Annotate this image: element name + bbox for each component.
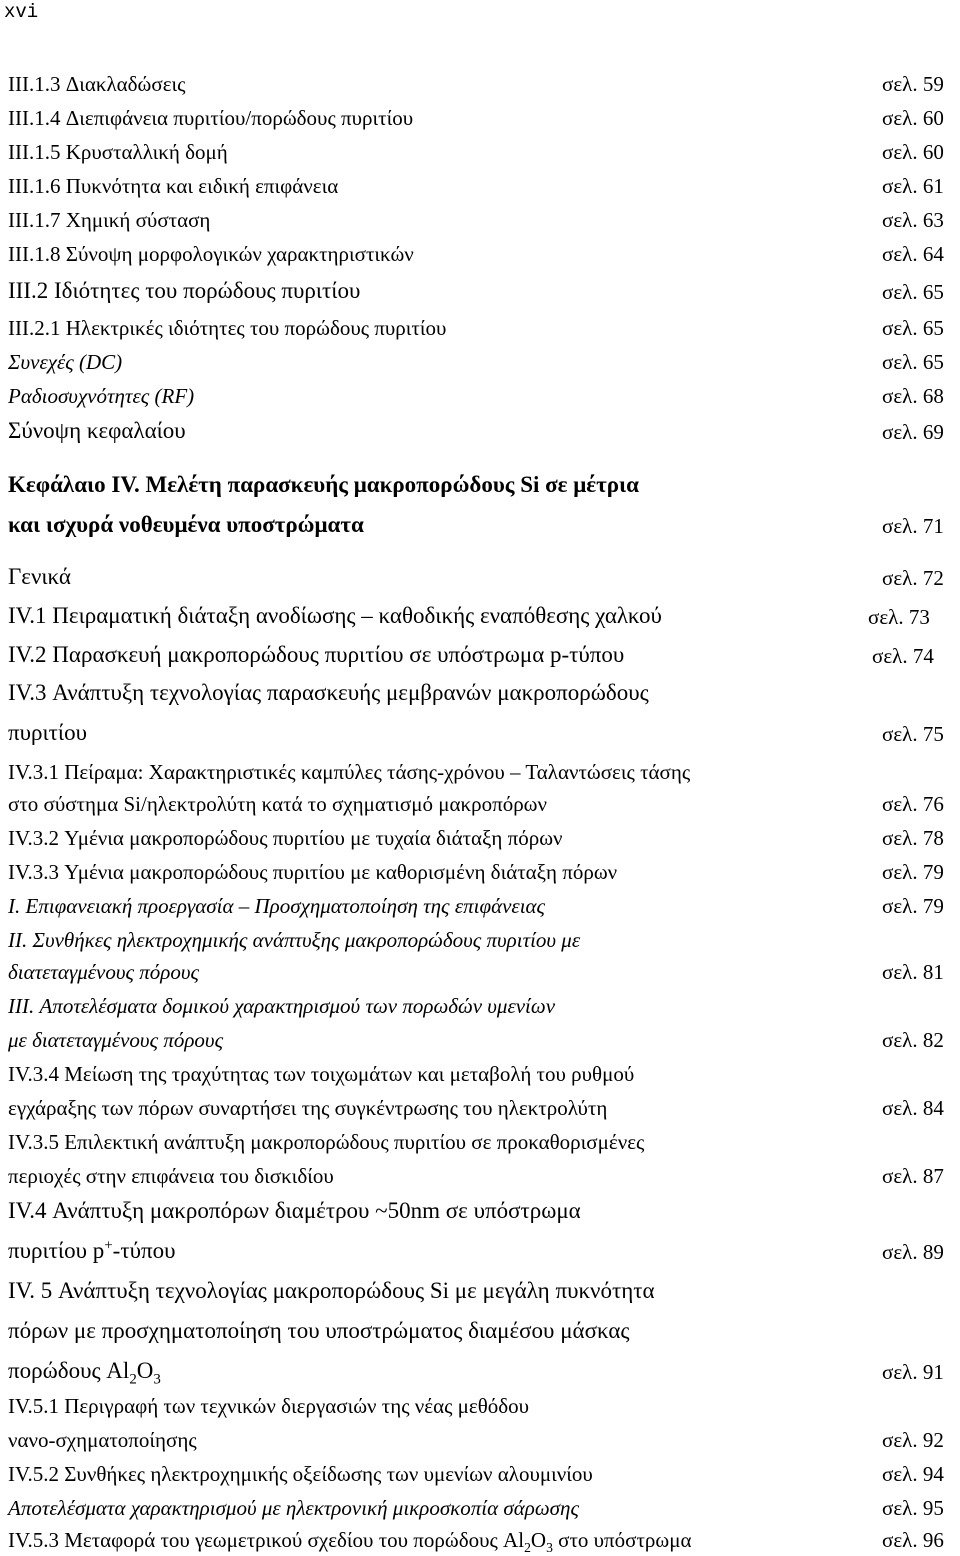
chapter-heading-line: και ισχυρά νοθευμένα υποστρώματα bbox=[8, 512, 364, 537]
toc-entry-page: σελ. 87 bbox=[882, 1164, 944, 1188]
toc-entry-title: IV.3.1 Πείραμα: Χαρακτηριστικές καμπύλες τάσης-χρόνου – Ταλαντώσεις τάσης bbox=[8, 760, 691, 784]
toc-entry-page: σελ. 60 bbox=[882, 106, 944, 130]
toc-entry-title: III.1.6 Πυκνότητα και ειδική επιφάνεια bbox=[8, 174, 339, 198]
toc-entry-title: πυριτίου bbox=[8, 720, 87, 745]
toc-entry-page: σελ. 81 bbox=[882, 960, 944, 984]
toc-entry-page: σελ. 72 bbox=[882, 566, 944, 590]
toc-entry-title: I. Επιφανειακή προεργασία – Προσχηματοποίηση της επιφάνειας bbox=[8, 894, 546, 918]
toc-entry-title: IV.5.1 Περιγραφή των τεχνικών διεργασιών της νέας μεθόδου bbox=[8, 1394, 530, 1418]
toc-entry-title: IV.4 Ανάπτυξη μακροπόρων διαμέτρου ~50nm σε υπόστρωμα bbox=[8, 1198, 581, 1223]
toc-entry-page: σελ. 94 bbox=[882, 1462, 944, 1486]
toc-entry-title: III.1.3 Διακλαδώσεις bbox=[8, 72, 186, 96]
toc-entry-page: σελ. 59 bbox=[882, 72, 944, 96]
toc-entry-title: πυριτίου p+-τύπου bbox=[8, 1237, 176, 1263]
toc-entry-page: σελ. 91 bbox=[882, 1360, 944, 1384]
toc-entry-title: με διατεταγμένους πόρους bbox=[8, 1028, 224, 1052]
toc-entry-title: Συνεχές (DC) bbox=[8, 350, 123, 374]
toc-entry-title: IV. 5 Ανάπτυξη τεχνολογίας μακροπορώδους Si με μεγάλη πυκνότητα bbox=[8, 1278, 655, 1303]
toc-entry-page: σελ. 82 bbox=[882, 1028, 944, 1052]
toc-entry-page: σελ. 79 bbox=[882, 894, 944, 918]
toc-entry-title: IV.3.4 Μείωση της τραχύτητας των τοιχωμάτων και μεταβολή του ρυθμού bbox=[8, 1062, 635, 1086]
toc-entry-page: σελ. 63 bbox=[882, 208, 944, 232]
toc-entry-page: σελ. 60 bbox=[882, 140, 944, 164]
toc-entry-title: IV.2 Παρασκευή μακροπορώδους πυριτίου σε υπόστρωμα p-τύπου bbox=[8, 642, 625, 667]
toc-entry-title: IV.5.2 Συνθήκες ηλεκτροχημικής οξείδωσης των υμενίων αλουμινίου bbox=[8, 1462, 593, 1486]
chapter-heading-line: Κεφάλαιο IV. Μελέτη παρασκευής μακροπορώδους Si σε μέτρια bbox=[8, 472, 639, 497]
toc-entry-title: III.1.5 Κρυσταλλική δομή bbox=[8, 140, 228, 164]
toc-entry-page: σελ. 79 bbox=[882, 860, 944, 884]
toc-entry-title: πόρων με προσχηματοποίηση του υποστρώματος διαμέσου μάσκας bbox=[8, 1318, 630, 1343]
toc-entry-page: σελ. 74 bbox=[872, 644, 934, 668]
toc-entry-title: Αποτελέσματα χαρακτηρισμού με ηλεκτρονική μικροσκοπία σάρωσης bbox=[8, 1496, 579, 1520]
toc-entry-title: νανο-σχηματοποίησης bbox=[8, 1428, 197, 1452]
toc-entry-page: σελ. 64 bbox=[882, 242, 944, 266]
toc-entry-title: III.1.7 Χημική σύσταση bbox=[8, 208, 211, 232]
toc-entry-title: III.1.4 Διεπιφάνεια πυριτίου/πορώδους πυριτίου bbox=[8, 106, 414, 130]
toc-entry-title: διατεταγμένους πόρους bbox=[8, 960, 200, 984]
toc-entry-title: IV.5.3 Μεταφορά του γεωμετρικού σχεδίου του πορώδους $Al_2O_3$ στο υπόστρωμα bbox=[8, 1528, 692, 1556]
toc-entry-title: πορώδους $Al_2O_3$ bbox=[8, 1358, 161, 1388]
toc-entry-page: σελ. 65 bbox=[882, 350, 944, 374]
toc-entry-page: σελ. 89 bbox=[882, 1240, 944, 1264]
toc-entry-page: σελ. 65 bbox=[882, 316, 944, 340]
toc-entry-page: σελ. 73 bbox=[868, 605, 930, 629]
toc-entry-page: σελ. 76 bbox=[882, 792, 944, 816]
toc-entry-page: σελ. 96 bbox=[882, 1528, 944, 1552]
toc-entry-page: σελ. 61 bbox=[882, 174, 944, 198]
toc-entry-page: σελ. 68 bbox=[882, 384, 944, 408]
toc-entry-title: IV.3 Ανάπτυξη τεχνολογίας παρασκευής μεμβρανών μακροπορώδους bbox=[8, 680, 649, 705]
toc-entry-title: στο σύστημα Si/ηλεκτρολύτη κατά το σχηματισμό μακροπόρων bbox=[8, 792, 547, 816]
toc-entry-page: σελ. 92 bbox=[882, 1428, 944, 1452]
toc-entry-page: σελ. 71 bbox=[882, 514, 944, 538]
toc-entry-page: σελ. 95 bbox=[882, 1496, 944, 1520]
toc-entry-page: σελ. 75 bbox=[882, 722, 944, 746]
page-number: xvi bbox=[4, 1, 39, 23]
toc-entry-title: Γενικά bbox=[8, 564, 71, 589]
toc-entry-title: II. Συνθήκες ηλεκτροχημικής ανάπτυξης μακροπορώδους πυριτίου με bbox=[8, 928, 581, 952]
toc-entry-title: IV.3.2 Υμένια μακροπορώδους πυριτίου με τυχαία διάταξη πόρων bbox=[8, 826, 563, 850]
toc-entry-page: σελ. 69 bbox=[882, 420, 944, 444]
toc-entry-page: σελ. 84 bbox=[882, 1096, 944, 1120]
toc-entry-title: IV.1 Πειραματική διάταξη ανοδίωσης – καθοδικής εναπόθεσης χαλκού bbox=[8, 603, 662, 628]
toc-entry-title: Ραδιοσυχνότητες (RF) bbox=[8, 384, 195, 408]
toc-entry-title: IV.3.3 Υμένια μακροπορώδους πυριτίου με καθορισμένη διάταξη πόρων bbox=[8, 860, 618, 884]
toc-entry-title: εγχάραξης των πόρων συναρτήσει της συγκέντρωσης του ηλεκτρολύτη bbox=[8, 1096, 608, 1120]
toc-entry-title: III. Αποτελέσματα δομικού χαρακτηρισμού των πορωδών υμενίων bbox=[8, 994, 556, 1018]
toc-entry-title: III.2.1 Ηλεκτρικές ιδιότητες του πορώδους πυριτίου bbox=[8, 316, 447, 340]
toc-entry-page: σελ. 78 bbox=[882, 826, 944, 850]
toc-entry-title: περιοχές στην επιφάνεια του δισκιδίου bbox=[8, 1164, 334, 1188]
toc-entry-title: Σύνοψη κεφαλαίου bbox=[8, 418, 186, 443]
toc-entry-title: III.2 Ιδιότητες του πορώδους πυριτίου bbox=[8, 278, 361, 303]
toc-entry-title: III.1.8 Σύνοψη μορφολογικών χαρακτηριστικών bbox=[8, 242, 414, 266]
toc-entry-title: IV.3.5 Επιλεκτική ανάπτυξη μακροπορώδους πυριτίου σε προκαθορισμένες bbox=[8, 1130, 645, 1154]
toc-entry-page: σελ. 65 bbox=[882, 280, 944, 304]
